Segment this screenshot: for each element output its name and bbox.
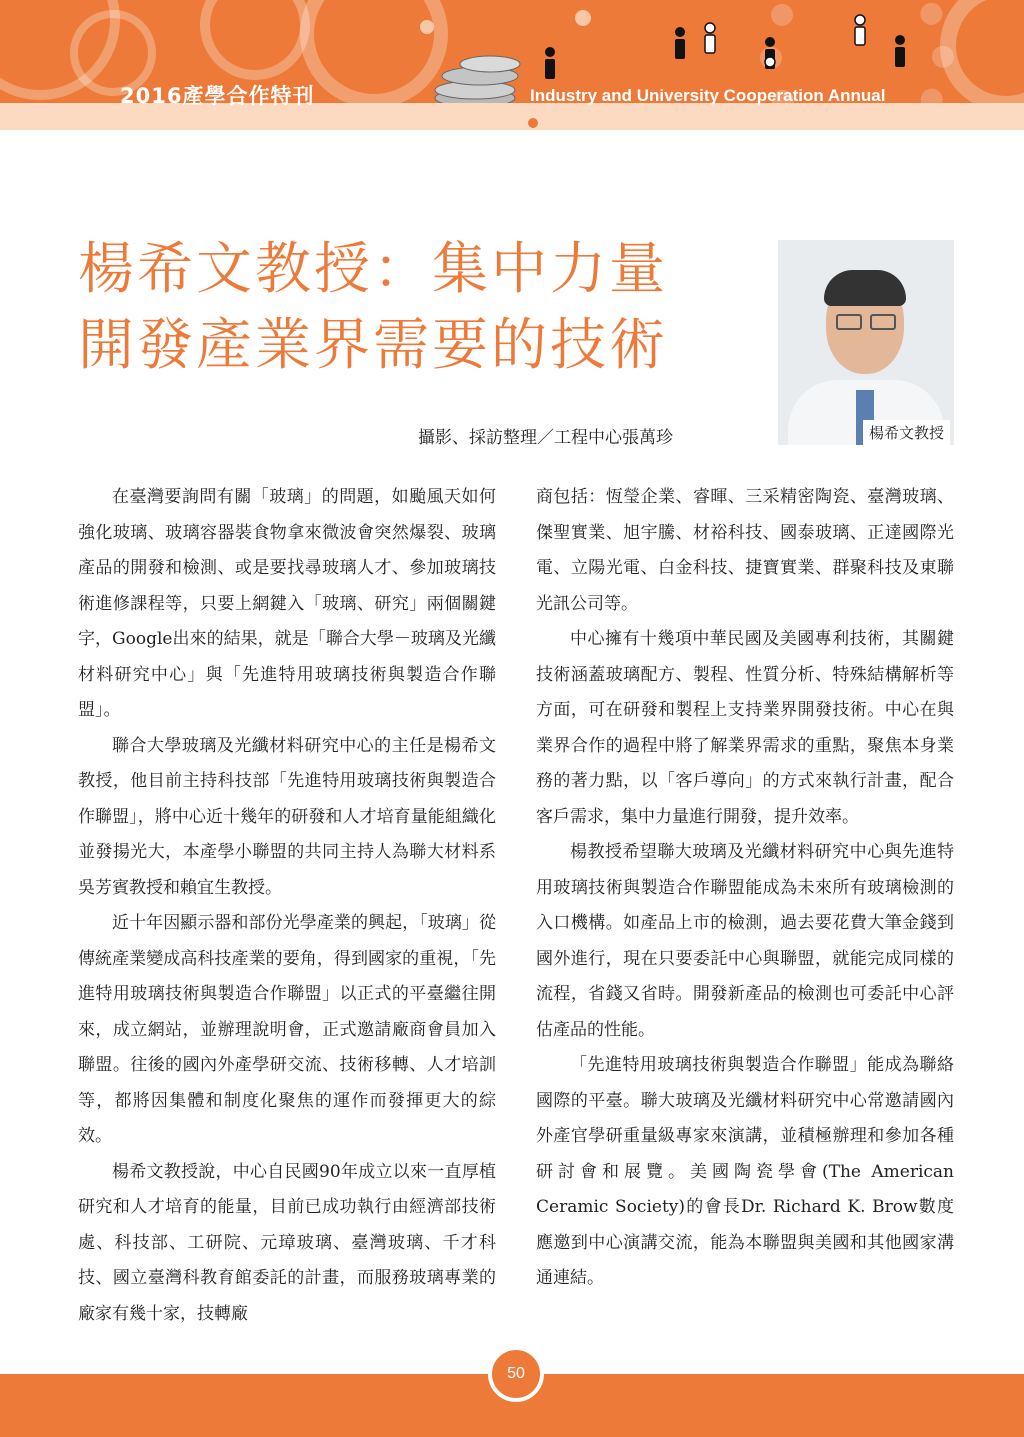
photo-glasses (836, 314, 862, 330)
paragraph: 楊教授希望聯大玻璃及光纖材料研究中心與先進特用玻璃技術與製造合作聯盟能成為未來所有玻璃檢測的入口機構。如產品上市的檢測，過去要花費大筆金錢到國外進行，現在只要委託中心與聯盟，就能完成同樣的流程，省錢又省時。開發新產品的檢測也可委託中心評估產品的性能。 (536, 842, 954, 1040)
coin-stack-icon (420, 50, 530, 110)
article-column-right (536, 480, 954, 1297)
paragraph: 中心擁有十幾項中華民國及美國專利技術，其關鍵技術涵蓋玻璃配方、製程、性質分析、特殊結構解析等方面，可在研發和製程上支持業界開發技術。中心在與業界合作的過程中將了解業界需求的重點，聚焦本身業務的著力點，以「客戶導向」的方式來執行計畫，配合客戶需求，集中力量進行開發，提升效率。 (536, 629, 954, 827)
decorative-ring (200, 0, 310, 80)
article-column-left (78, 480, 496, 1332)
photo-caption: 楊希文教授 (863, 420, 950, 445)
paragraph: 近十年因顯示器和部份光學產業的興起，「玻璃」從傳統產業變成高科技產業的要角，得到國家的重視，「先進特用玻璃技術與製造合作聯盟」以正式的平臺繼往開來，成立網站，並辦理說明會，正式邀請廠商會員加入聯盟。往後的國內外產學研交流、技術移轉、人才培訓等，都將因集體和制度化聚焦的運作而發揮更大的綜效。 (78, 913, 496, 1146)
paragraph: 在臺灣要詢問有關「玻璃」的問題，如颱風天如何強化玻璃、玻璃容器裝食物拿來微波會突然爆裂、玻璃產品的開發和檢測、或是要找尋玻璃人才、參加玻璃技術進修課程等，只要上網鍵入「玻璃、研究」兩個關鍵字，Google出來的結果，就是「聯合大學－玻璃及光纖材料研究中心」與「先進特用玻璃技術與製造合作聯盟」。 (78, 487, 496, 720)
article-title-line-2: 開發產業界需要的技術 (78, 313, 668, 378)
article-credit: 攝影、採訪整理／工程中心張萬珍 (418, 428, 673, 448)
article-title-line-1: 楊希文教授：集中力量 (78, 237, 668, 302)
paragraph: 「先進特用玻璃技術與製造合作聯盟」能成為聯絡國際的平臺。聯大玻璃及光纖材料研究中心常邀請國內外產官學研重量級專家來演講，並積極辦理和參加各種研討會和展覽。美國陶瓷學會(The American Ceramic Society)的會長Dr. Richard K. Brow數度應邀到中心演講交流，能為本聯盟與美國和其他國家溝通連結。 (536, 1055, 954, 1288)
page-number: 50 (488, 1346, 544, 1402)
paragraph: 聯合大學玻璃及光纖材料研究中心的主任是楊希文教授，他目前主持科技部「先進特用玻璃技術與製造合作聯盟」，將中心近十幾年的研發和人才培育量能組織化並發揚光大，本產學小聯盟的共同主持人為聯大材料系吳芳賓教授和賴宜生教授。 (78, 735, 496, 898)
publication-title-english: Industry and University Cooperation Annual (530, 86, 886, 105)
people-icon (540, 10, 920, 90)
paragraph-continued: 商包括：恆瑩企業、睿暉、三采精密陶瓷、臺灣玻璃、傑聖實業、旭宇騰、材裕科技、國泰玻璃、正達國際光電、立陽光電、白金科技、捷寶實業、群聚科技及東聯光訊公司等。 (536, 487, 954, 614)
author-photo (778, 240, 954, 445)
decorative-dot (528, 118, 538, 128)
article-title (78, 232, 668, 384)
paragraph: 楊希文教授說，中心自民國90年成立以來一直厚植研究和人才培育的能量，目前已成功執行由經濟部技術處、科技部、工研院、元璋玻璃、臺灣玻璃、千才科技、國立臺灣科教育館委託的計畫，而服務玻璃專業的廠家有幾十家，技轉廠 (78, 1161, 496, 1324)
photo-glasses (870, 314, 896, 330)
decorative-dot (420, 20, 434, 34)
page-header (0, 0, 1024, 130)
photo-hair (824, 270, 906, 306)
decorative-ring (940, 0, 1024, 112)
publication-title: 2016產學合作特刊 (120, 84, 315, 108)
